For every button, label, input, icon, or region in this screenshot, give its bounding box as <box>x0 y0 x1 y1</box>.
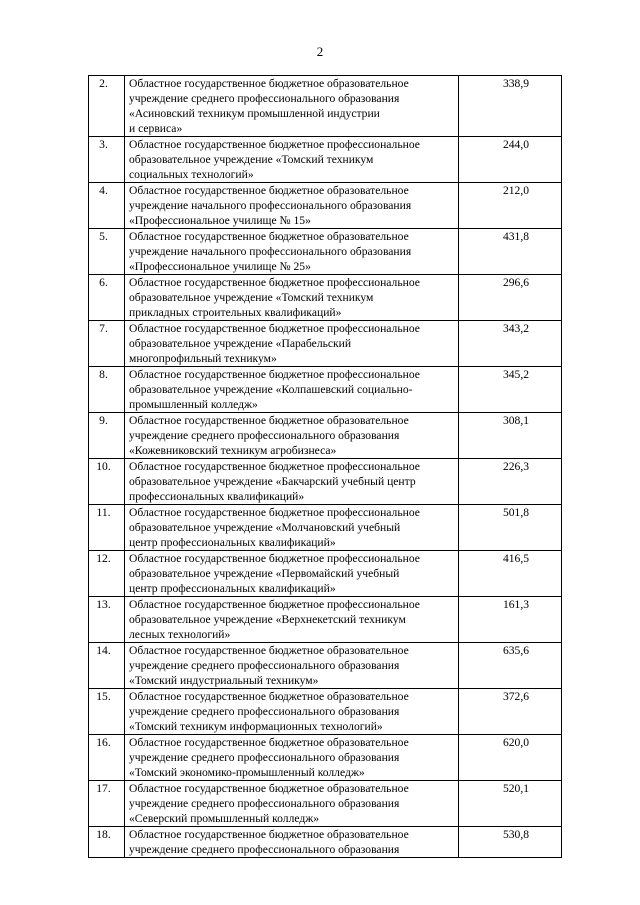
row-number: 4. <box>89 183 125 229</box>
row-value: 345,2 <box>459 367 562 413</box>
table-row <box>89 275 562 321</box>
row-value: 212,0 <box>459 183 562 229</box>
table-row <box>89 137 562 183</box>
institution-name: Областное государственное бюджетное образовательное учреждение начального профессионального образования «Профессиональное училище № 15» <box>125 183 459 229</box>
row-number: 2. <box>89 76 125 137</box>
table-row <box>89 413 562 459</box>
row-value: 530,8 <box>459 827 562 858</box>
table-row <box>89 229 562 275</box>
institution-name: Областное государственное бюджетное образовательное учреждение начального профессионального образования «Профессиональное училище № 25» <box>125 229 459 275</box>
table-row <box>89 551 562 597</box>
institution-name: Областное государственное бюджетное образовательное учреждение среднего профессионального образования «Кожевниковский техникум агробизнеса» <box>125 413 459 459</box>
table-row <box>89 597 562 643</box>
table-row <box>89 321 562 367</box>
row-number: 17. <box>89 781 125 827</box>
row-number: 16. <box>89 735 125 781</box>
institution-name: Областное государственное бюджетное образовательное учреждение среднего профессионального образования «Томский индустриальный техникум» <box>125 643 459 689</box>
table-row <box>89 459 562 505</box>
row-value: 296,6 <box>459 275 562 321</box>
institution-name: Областное государственное бюджетное профессиональное образовательное учреждение «Верхнекетский техникум лесных технологий» <box>125 597 459 643</box>
row-value: 244,0 <box>459 137 562 183</box>
page-number: 2 <box>316 44 324 59</box>
row-number: 7. <box>89 321 125 367</box>
row-number: 9. <box>89 413 125 459</box>
institution-name: Областное государственное бюджетное профессиональное образовательное учреждение «Первомайский учебный центр профессиональных квалификаций» <box>125 551 459 597</box>
table-row <box>89 367 562 413</box>
row-number: 13. <box>89 597 125 643</box>
institution-name: Областное государственное бюджетное профессиональное образовательное учреждение «Бакчарский учебный центр профессиональных квалификаций» <box>125 459 459 505</box>
table-row <box>89 781 562 827</box>
institution-name: Областное государственное бюджетное профессиональное образовательное учреждение «Колпашевский социально- промышленный колледж» <box>125 367 459 413</box>
table-row <box>89 505 562 551</box>
table-row <box>89 827 562 858</box>
row-value: 308,1 <box>459 413 562 459</box>
row-number: 5. <box>89 229 125 275</box>
institution-name: Областное государственное бюджетное профессиональное образовательное учреждение «Молчановский учебный центр профессиональных квалификаций» <box>125 505 459 551</box>
table-row <box>89 183 562 229</box>
institution-name: Областное государственное бюджетное образовательное учреждение среднего профессионального образования «Асиновский техникум промышленной индустрии и сервиса» <box>125 76 459 137</box>
institution-name: Областное государственное бюджетное профессиональное образовательное учреждение «Томский техникум прикладных строительных квалификаций» <box>125 275 459 321</box>
row-number: 10. <box>89 459 125 505</box>
row-value: 431,8 <box>459 229 562 275</box>
row-number: 8. <box>89 367 125 413</box>
row-value: 372,6 <box>459 689 562 735</box>
institution-name: Областное государственное бюджетное образовательное учреждение среднего профессионального образования «Томский экономико-промышленный колледж» <box>125 735 459 781</box>
institution-name: Областное государственное бюджетное профессиональное образовательное учреждение «Томский техникум социальных технологий» <box>125 137 459 183</box>
row-value: 161,3 <box>459 597 562 643</box>
institution-name: Областное государственное бюджетное профессиональное образовательное учреждение «Парабельский многопрофильный техникум» <box>125 321 459 367</box>
table-row <box>89 689 562 735</box>
table-row <box>89 735 562 781</box>
institutions-table <box>88 75 562 858</box>
institution-name: Областное государственное бюджетное образовательное учреждение среднего профессионального образования «Томский техникум информационных технологий» <box>125 689 459 735</box>
row-value: 620,0 <box>459 735 562 781</box>
row-value: 416,5 <box>459 551 562 597</box>
institution-name: Областное государственное бюджетное образовательное учреждение среднего профессионального образования <box>125 827 459 858</box>
table-row <box>89 643 562 689</box>
row-value: 501,8 <box>459 505 562 551</box>
row-number: 3. <box>89 137 125 183</box>
row-number: 18. <box>89 827 125 858</box>
row-number: 14. <box>89 643 125 689</box>
row-value: 226,3 <box>459 459 562 505</box>
row-number: 11. <box>89 505 125 551</box>
table-row <box>89 76 562 137</box>
row-number: 15. <box>89 689 125 735</box>
row-number: 6. <box>89 275 125 321</box>
row-value: 338,9 <box>459 76 562 137</box>
row-value: 635,6 <box>459 643 562 689</box>
institution-name: Областное государственное бюджетное образовательное учреждение среднего профессионального образования «Северский промышленный колледж» <box>125 781 459 827</box>
row-number: 12. <box>89 551 125 597</box>
row-value: 343,2 <box>459 321 562 367</box>
row-value: 520,1 <box>459 781 562 827</box>
